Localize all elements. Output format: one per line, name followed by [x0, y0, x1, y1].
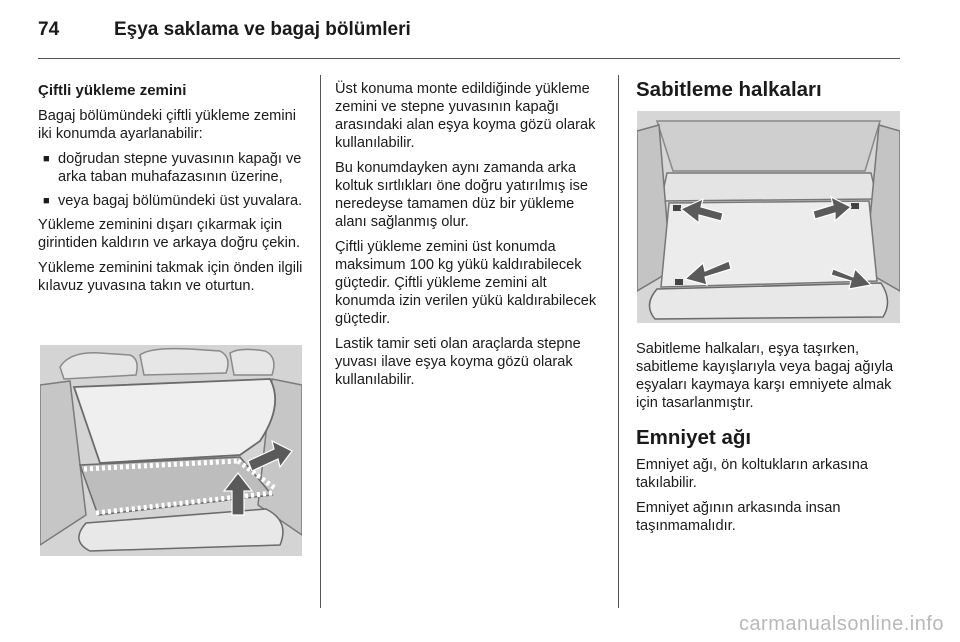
section-heading-safety-net: Emniyet ağı	[636, 426, 752, 449]
section-heading-lashing-eyes: Sabitleme halkaları	[636, 78, 822, 101]
load-floor-drawing	[40, 345, 302, 556]
column-divider-2	[618, 75, 619, 608]
page-number: 74	[38, 19, 60, 40]
intro-paragraph: Bagaj bölümündeki çiftli yükleme zemini iki konumda ayarlanabilir:	[38, 108, 296, 142]
paragraph: Emniyet ağı, ön koltukların arkasına takılabilir.	[636, 457, 868, 491]
right-column-bottom	[636, 340, 906, 542]
page-title: Eşya saklama ve bagaj bölümleri	[114, 19, 411, 40]
paragraph: Lastik tamir seti olan araçlarda stepne yuvası ilave eşya koyma gözü olarak kullanılabilir.	[335, 336, 581, 388]
bullet-item: ■ doğrudan stepne yuvasının kapağı ve arka taban muhafazasının üzerine,	[38, 150, 308, 186]
bullet-item: ■ veya bagaj bölümündeki üst yuvalara.	[38, 192, 308, 210]
watermark: carmanualsonline.info	[738, 613, 944, 635]
paragraph: Yükleme zeminini takmak için önden ilgili kılavuz yuvasına takın ve oturtun.	[38, 260, 303, 294]
middle-column	[335, 80, 605, 396]
header-divider	[38, 58, 900, 59]
section-heading-dual-floor: Çiftli yükleme zemini	[38, 82, 187, 99]
paragraph: Çiftli yükleme zemini üst konumda maksimum 100 kg yükü kaldırabilecek güçtedir. Çiftli yükleme zemini alt konumda izin verilen yükü kaldırabilecek güçtedir.	[335, 239, 597, 327]
paragraph: Sabitleme halkaları, eşya taşırken, sabitleme kayışlarıyla veya bagaj ağıyla eşyaları kaymaya karşı emniyete almak için tasarlanmıştır.	[636, 341, 894, 411]
load-floor-illustration	[40, 345, 302, 556]
left-column	[38, 82, 308, 302]
paragraph: Üst konuma monte edildiğinde yükleme zemini ve stepne yuvasının kapağı arasındaki alan eşya koyma gözü olarak kullanılabilir.	[335, 81, 596, 151]
bullet-list	[38, 150, 308, 210]
lashing-eyes-illustration	[637, 111, 900, 323]
column-divider-1	[320, 75, 321, 608]
right-column-top	[636, 78, 906, 109]
paragraph: Bu konumdayken aynı zamanda arka koltuk sırtlıkları öne doğru yatırılmış ise neredeyse tamamen düz bir yükleme alanı sağlanmış olur.	[335, 160, 589, 230]
lashing-eyes-drawing	[637, 111, 900, 323]
paragraph: Yükleme zeminini dışarı çıkarmak için girintiden kaldırın ve arkaya doğru çekin.	[38, 217, 301, 251]
paragraph: Emniyet ağının arkasında insan taşınmamalıdır.	[636, 500, 841, 534]
